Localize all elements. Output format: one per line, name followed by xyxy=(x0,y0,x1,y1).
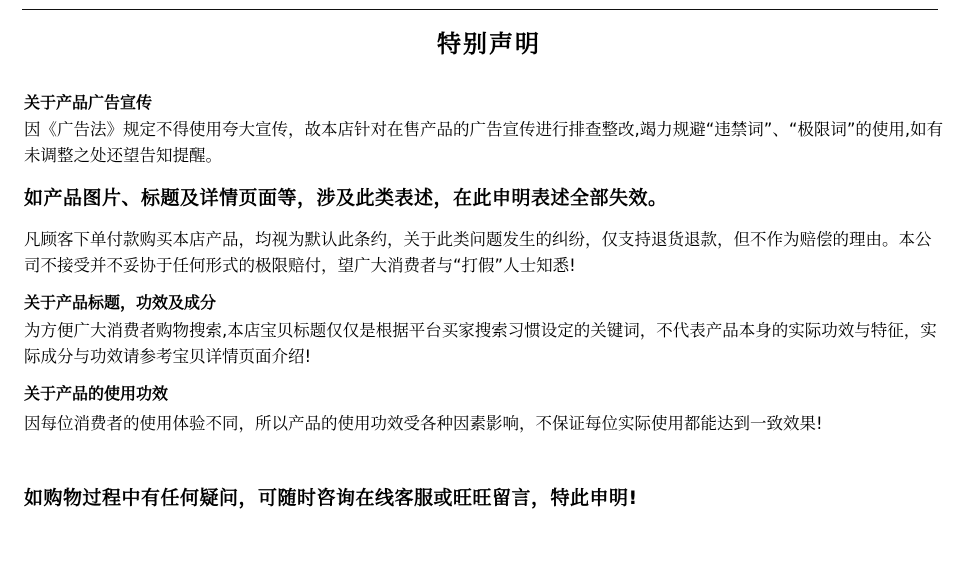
title-effect-heading: 关于产品标题，功效及成分 xyxy=(24,293,217,312)
page-title: 特别声明 xyxy=(437,30,541,58)
ad-section-heading: 关于产品广告宣传 xyxy=(24,93,153,112)
ad-section-body: 因《广告法》规定不得使用夸大宣传，故本店针对在售产品的广告宣传进行排查整改,竭力规避“违禁词”、“极限词”的使用,如有未调整之处还望告知提醒。 xyxy=(24,120,944,165)
title-effect-body: 为方便广大消费者购物搜索,本店宝贝标题仅仅是根据平台买家搜索习惯设定的关键词，不代表产品本身的实际功效与特征，实际成分与功效请参考宝贝详情页面介绍! xyxy=(24,321,937,366)
top-divider xyxy=(22,9,938,10)
compensation-body: 凡顾客下单付款购买本店产品，均视为默认此条约，关于此类问题发生的纠纷，仅支持退货退款，但不作为赔偿的理由。本公司不接受并不妥协于任何形式的极限赔付，望广大消费者与“打假”人士知悉! xyxy=(24,230,932,275)
usage-heading: 关于产品的使用功效 xyxy=(24,384,169,403)
usage-body: 因每位消费者的使用体验不同，所以产品的使用功效受各种因素影响，不保证每位实际使用都能达到一致效果! xyxy=(24,414,823,433)
contact-statement: 如购物过程中有任何疑问，可随时咨询在线客服或旺旺留言，特此申明! xyxy=(24,487,638,509)
invalid-statement: 如产品图片、标题及详情页面等，涉及此类表述，在此申明表述全部失效。 xyxy=(24,187,668,209)
